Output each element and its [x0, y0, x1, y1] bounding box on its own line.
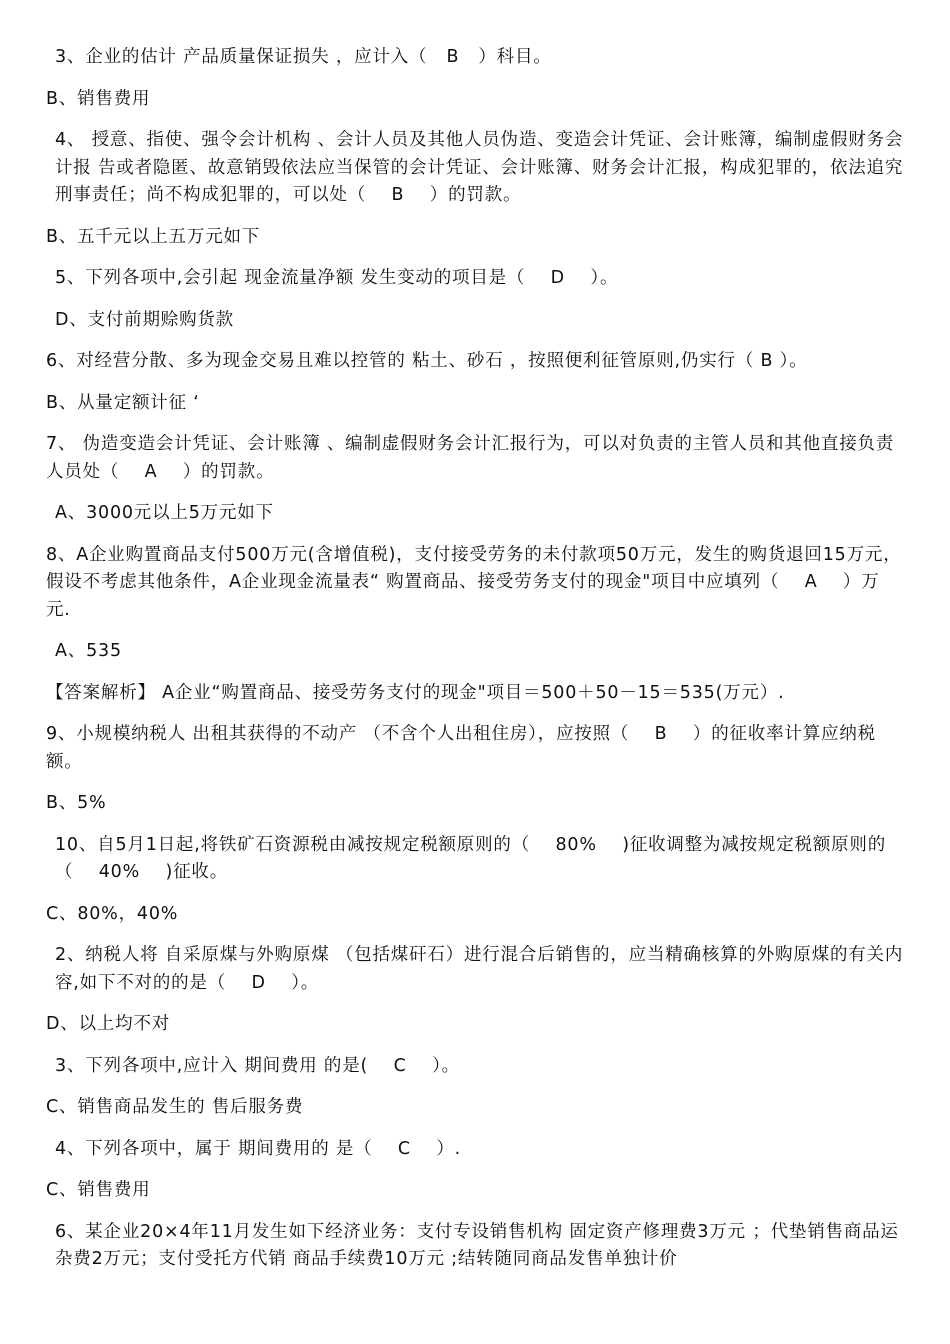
question-5-stem: 5、下列各项中,会引起 现金流量净额 发生变动的项目是（ D ）。: [55, 268, 619, 288]
question-10-stem: 10、自5月1日起,将铁矿石资源税由减按规定税额原则的（ 80% )征收调整为减按规定税额原则的（ 40% )征收。: [55, 834, 887, 882]
question-6-stem: 6、对经营分散、多为现金交易且难以控管的 粘土、砂石 ，按照便利征管原则,仍实行（ B ）。: [46, 351, 808, 371]
answer-2: D、以上均不对: [46, 1014, 171, 1034]
question-6b-stem: 6、某企业20×4年11月发生如下经济业务：支付专设销售机构 固定资产修理费3万元 ；代垫销售商品运杂费2万元；支付受托方代销 商品手续费10万元 ;结转随同商品发售单独计价: [55, 1221, 899, 1269]
document-page: [46, 44, 904, 1288]
answer-3: B、销售费用: [46, 88, 151, 109]
answer-8: A、535: [55, 641, 122, 661]
answer-6: B、从量定额计征 ‘: [46, 392, 200, 413]
question-4-stem: 4、 授意、指使、强令会计机构 、会计人员及其他人员伪造、变造会计凭证、会计账簿，编制虚假财务会计报 告或者隐匿、故意销毁依法应当保管的会计凭证、会计账簿、财务会计汇报，构成犯罪的，依法追究刑事责任；尚不构成犯罪的，可以处（ B ）的罚款。: [55, 130, 904, 205]
answer-4b: C、销售费用: [46, 1180, 151, 1200]
answer-3b: C、销售商品发生的 售后服务费: [46, 1097, 304, 1117]
question-3b-stem: 3、下列各项中,应计入 期间费用 的是( C ）。: [55, 1055, 460, 1076]
question-9-stem: 9、小规模纳税人 出租其获得的不动产 （不含个人出租住房），应按照（ B ）的征收率计算应纳税额。: [46, 724, 876, 772]
question-7-stem: 7、 伪造变造会计凭证、会计账簿 、编制虚假财务会计汇报行为，可以对负责的主管人员和其他直接负责人员处（ A ）的罚款。: [46, 434, 895, 482]
question-8-stem: 8、A企业购置商品支付500万元(含增值税)，支付接受劳务的未付款项50万元，发生的购货退回15万元，假设不考虑其他条件，A企业现金流量表“ 购置商品、接受劳务支付的现金"项目中应填列（ A ）万元.: [46, 544, 902, 620]
question-2-stem: 2、纳税人将 自采原煤与外购原煤 （包括煤矸石）进行混合后销售的，应当精确核算的外购原煤的有关内容,如下不对的的是（ D ）。: [55, 945, 904, 993]
answer-9: B、5%: [46, 793, 107, 813]
question-3-stem: 3、企业的估计 产品质量保证损失 ，应计入（ B ）科目。: [55, 47, 552, 67]
question-4b-stem: 4、下列各项中，属于 期间费用的 是（ C ）.: [55, 1138, 462, 1159]
answer-4: B、五千元以上五万元如下: [46, 226, 261, 247]
answer-explanation-8: 【答案解析】 A企业“购置商品、接受劳务支付的现金"项目＝500＋50－15＝535(万元）.: [46, 682, 785, 703]
answer-5: D、支付前期赊购货款: [55, 309, 234, 330]
answer-10: C、80%，40%: [46, 903, 179, 924]
answer-7: A、3000元以上5万元如下: [55, 503, 274, 523]
